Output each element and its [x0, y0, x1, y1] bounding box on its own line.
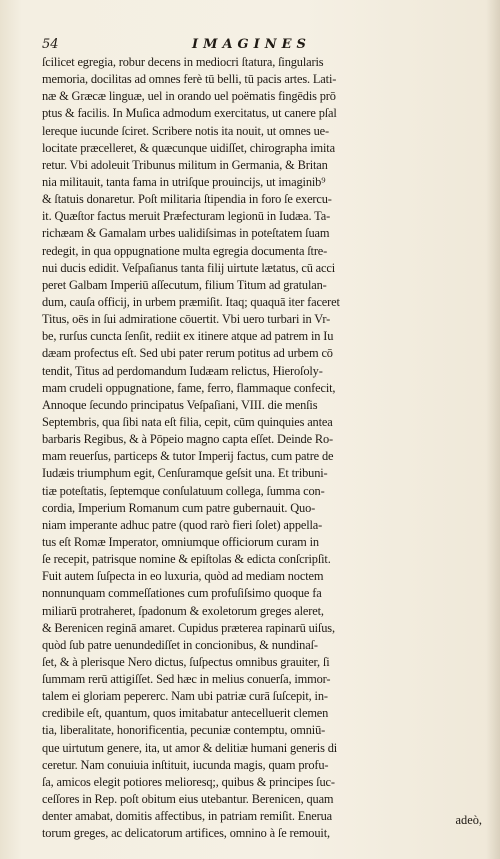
page-edge-shadow: [486, 0, 500, 859]
text-line: credibile eſt, quantum, quos imitabatur antecelluerit clemen: [42, 706, 329, 721]
text-line: ſet, & à plerisque Nero dictus, ſuſpectus omnibus grauiter, ſi: [42, 654, 330, 669]
text-line: torum greges, ac delicatorum artifices, omnino à ſe remouit,: [42, 826, 330, 841]
text-line: dum, cauſa officij, in urbem præmiſit. Itaq; quaquā iter faceret: [42, 294, 340, 309]
page-number: 54: [42, 37, 59, 52]
text-line: niam imperante adhuc patre (quod rarò fieri ſolet) appella-: [42, 517, 323, 532]
text-line: ſummam rerū attigiſſet. Sed hæc in melius conuerſa, immor-: [42, 672, 331, 687]
text-line: tus eſt Romæ Imperator, omniumque officiorum curam in: [42, 534, 319, 549]
text-line: ſa, amicos elegit potiores melioresq;, quibus & principes ſuc-: [42, 774, 335, 789]
text-line: Titus, oēs in ſui admiratione cōuertit. Vbi uero turbari in Vr-: [42, 312, 331, 327]
text-line: ceretur. Nam conuiuia inſtituit, iucunda magis, quam profu-: [42, 757, 329, 772]
text-line: be, rurſus cuncta ſenſit, rediit ex itinere atque ad patrem in Iu: [42, 329, 334, 344]
text-line: tendit, Titus ad perdomandum Iudæam relictus, Hieroſoly-: [42, 363, 323, 378]
text-line: Annoque ſecundo principatus Veſpaſiani, VIII. die menſis: [42, 397, 318, 412]
text-line: nonnunquam commeſſationes cum profuſiſsimo quoque fa: [42, 586, 322, 601]
text-line: Iudæis triumphum egit, Cenſuramque geſsit una. Et tribuni-: [42, 466, 328, 481]
text-line: ſcilicet egregia, robur decens in mediocri ſtatura, ſingularis: [42, 55, 324, 69]
running-head: [42, 36, 462, 54]
text-line: ptus & facilis. In Muſica admodum exercitatus, ut canere pſal: [42, 106, 337, 121]
text-line: Septembris, qua ſibi nata eſt filia, cepit, cūm quinquies antea: [42, 414, 333, 429]
body-text: [42, 54, 487, 842]
text-line: mam crudeli oppugnatione, fame, ferro, flammaque confecit,: [42, 380, 336, 395]
text-line: næ & Græcæ linguæ, uel in orando uel poëmatis fingēdis prō: [42, 89, 336, 104]
text-line: redegit, in qua oppugnatione multa egregia documenta ſtre-: [42, 243, 328, 258]
text-line: Fuit autem ſuſpecta in eo luxuria, quòd ad mediam noctem: [42, 569, 324, 584]
text-line: dæam profectus eſt. Sed ubi pater rerum potitus ad urbem cō: [42, 346, 333, 361]
text-line: mam reuerſus, particeps & tutor Imperij factus, cum patre de: [42, 449, 334, 464]
text-line: ceſſores in Rep. poſt obitum eius utebantur. Berenicen, quam: [42, 792, 334, 807]
text-line: quòd ſub patre uenundediſſet in concionibus, & nundinaſ-: [42, 637, 318, 652]
text-line: peret Galbam Imperiū aſſecutum, filium Titum ad gratulan-: [42, 277, 327, 292]
text-line: nui ducis edidit. Veſpaſianus tanta filij uirtute lætatus, cū acci: [42, 260, 336, 275]
text-line: tia, liberalitate, honorificentia, pecuniæ contemptu, omniū-: [42, 723, 326, 738]
text-line: barbaris Regibus, & à Pōpeio magno capta eſſet. Deinde Ro-: [42, 432, 334, 447]
text-line: locitate præcelleret, & quæcunque uidiſſet, chirographa imita: [42, 140, 335, 155]
text-line: retur. Vbi adoleuit Tribunus militum in Germania, & Britan: [42, 157, 328, 172]
text-line: ſe recepit, patrisque nomine & epiſtolas & edicta conſcripſit.: [42, 552, 331, 567]
text-line: it. Quæſtor factus meruit Præfecturam legionū in Iudæa. Ta-: [42, 209, 331, 224]
text-line: & Berenicen reginā amaret. Cupidus præterea rapinarū uiſus,: [42, 620, 335, 635]
catchword: adeò,: [455, 813, 482, 827]
text-line: tiæ poteſtatis, ſeptemque conſulatuum collega, ſumma con-: [42, 483, 325, 498]
text-line: talem ei gloriam pepererc. Nam ubi patriæ curā ſuſcepit, in-: [42, 689, 328, 704]
text-line: lereque iucunde ſciret. Scribere notis ita nouit, ut omnes ue-: [42, 123, 329, 138]
text-line: miliarū protraheret, ſpadonum & exoletorum greges aleret,: [42, 603, 324, 618]
text-line: cordia, Imperium Romanum cum patre gubernauit. Quo-: [42, 500, 316, 515]
text-line: richæam & Gamalam urbes ualidiſsimas in poteſtatem ſuam: [42, 226, 330, 241]
text-line: denter amabat, domitis affectibus, in patriam remiſit. Enerua: [42, 809, 332, 824]
text-line: nia militauit, tanta fama in utriſque prouincijs, ut imaginib⁹: [42, 174, 326, 189]
text-line: memoria, docilitas ad omnes ferè tū belli, tū pacis artes. Lati-: [42, 72, 337, 87]
running-title: IMAGINES: [192, 37, 311, 52]
text-line: & ſtatuis donaretur. Poſt militaria ſtipendia in foro ſe exercu-: [42, 192, 332, 207]
text-line: que uirtutum genere, ita, ut amor & delitiæ humani generis di: [42, 740, 338, 755]
